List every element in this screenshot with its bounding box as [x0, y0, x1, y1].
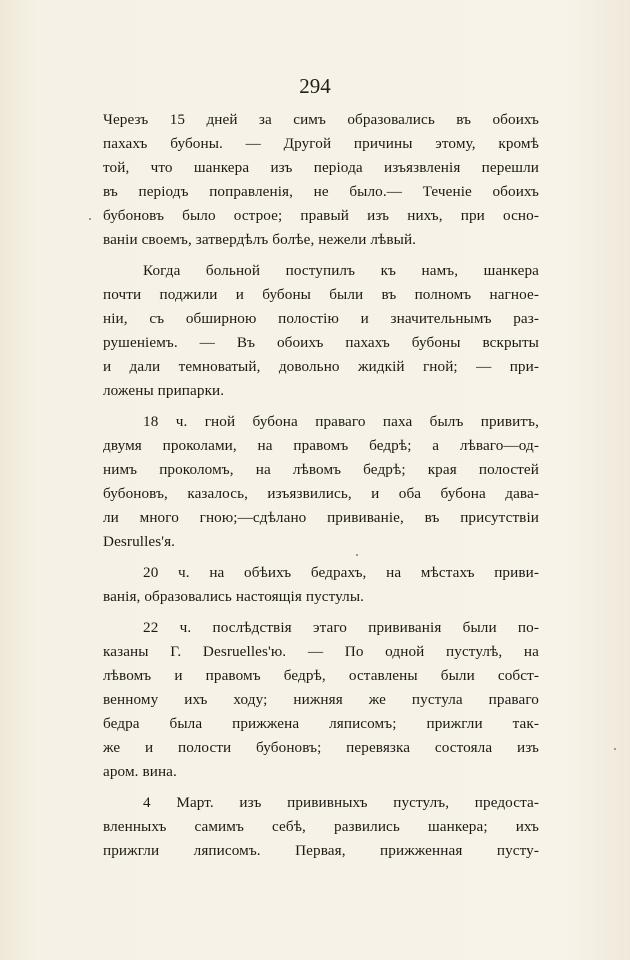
paragraph — [103, 410, 539, 554]
paragraph-gap — [103, 403, 539, 410]
text-line: почти поджили и бубоны были въ полномъ нагное- — [103, 286, 539, 303]
text-line: пахахъ бубоны. — Другой причины этому, кромѣ — [103, 135, 539, 152]
text-line: 4 Март. изъ прививныхъ пустулъ, предоста- — [143, 794, 539, 811]
text-line: ніи, съ обширною полостію и значительнымъ раз- — [103, 310, 539, 327]
paper-speck — [614, 748, 616, 750]
text-line: 20 ч. на обѣихъ бедрахъ, на мѣстахъ приви- — [143, 564, 539, 581]
text-line: двумя проколами, на правомъ бедрѣ; а лѣваго—од- — [103, 437, 539, 454]
text-line: вленныхъ самимъ себѣ, развились шанкера; ихъ — [103, 818, 539, 835]
text-line: въ періодъ поправленія, не было.— Теченіе обоихъ — [103, 183, 539, 200]
paragraph-gap — [103, 554, 539, 561]
text-line: аром. вина. — [103, 763, 177, 780]
text-line: ванія, образовались настоящія пустулы. — [103, 588, 365, 605]
text-line: той, что шанкера изъ періода изъязвленія перешли — [103, 159, 539, 176]
paper-speck — [356, 554, 358, 556]
paragraph-gap — [103, 609, 539, 616]
paragraph — [103, 791, 539, 863]
text-line: и дали темноватый, довольно жидкій гной; — при- — [103, 358, 539, 375]
text-line: венному ихъ ходу; нижняя же пустула праваго — [103, 691, 539, 708]
page-number: 294 — [299, 74, 331, 98]
text-line: Когда больной поступилъ къ намъ, шанкера — [143, 262, 539, 279]
text-line: рушеніемъ. — Въ обоихъ пахахъ бубоны вскрыты — [103, 334, 539, 351]
text-line: лѣвомъ и правомъ бедрѣ, оставлены были собст- — [103, 667, 539, 684]
text-line: же и полости бубоновъ; перевязка состояла изъ — [103, 739, 539, 756]
text-line: бубоновъ, казалось, изъязвились, и оба бубона дава- — [103, 485, 539, 502]
text-line: нимъ проколомъ, на лѣвомъ бедрѣ; края полостей — [103, 461, 539, 478]
paragraph — [103, 561, 539, 609]
paper-speck — [89, 218, 91, 220]
text-line: ложены припарки. — [103, 382, 225, 399]
paragraph-gap — [103, 252, 539, 259]
body-text — [103, 108, 539, 863]
text-line: Desrulles'я. — [103, 533, 176, 550]
text-line: Черезъ 15 дней за симъ образовались въ обоихъ — [103, 111, 539, 128]
text-line: 18 ч. гной бубона праваго паха былъ привитъ, — [143, 413, 539, 430]
text-line: ли много гною;—сдѣлано прививаніе, въ присутствіи — [103, 509, 539, 526]
text-line: бубоновъ было острое; правый изъ нихъ, при осно- — [103, 207, 539, 224]
text-line: прижгли ляписомъ. Первая, прижженная пусту- — [103, 842, 539, 859]
paragraph-gap — [103, 784, 539, 791]
text-line: бедра была прижжена ляписомъ; прижгли так- — [103, 715, 539, 732]
paragraph — [103, 108, 539, 252]
text-line: казаны Г. Desruelles'ю. — По одной пустулѣ, на — [103, 643, 539, 660]
paragraph — [103, 616, 539, 784]
paragraph — [103, 259, 539, 403]
text-line: ваніи своемъ, затвердѣлъ болѣе, нежели лѣвый. — [103, 231, 417, 248]
text-line: 22 ч. послѣдствія этаго прививанія были по- — [143, 619, 539, 636]
